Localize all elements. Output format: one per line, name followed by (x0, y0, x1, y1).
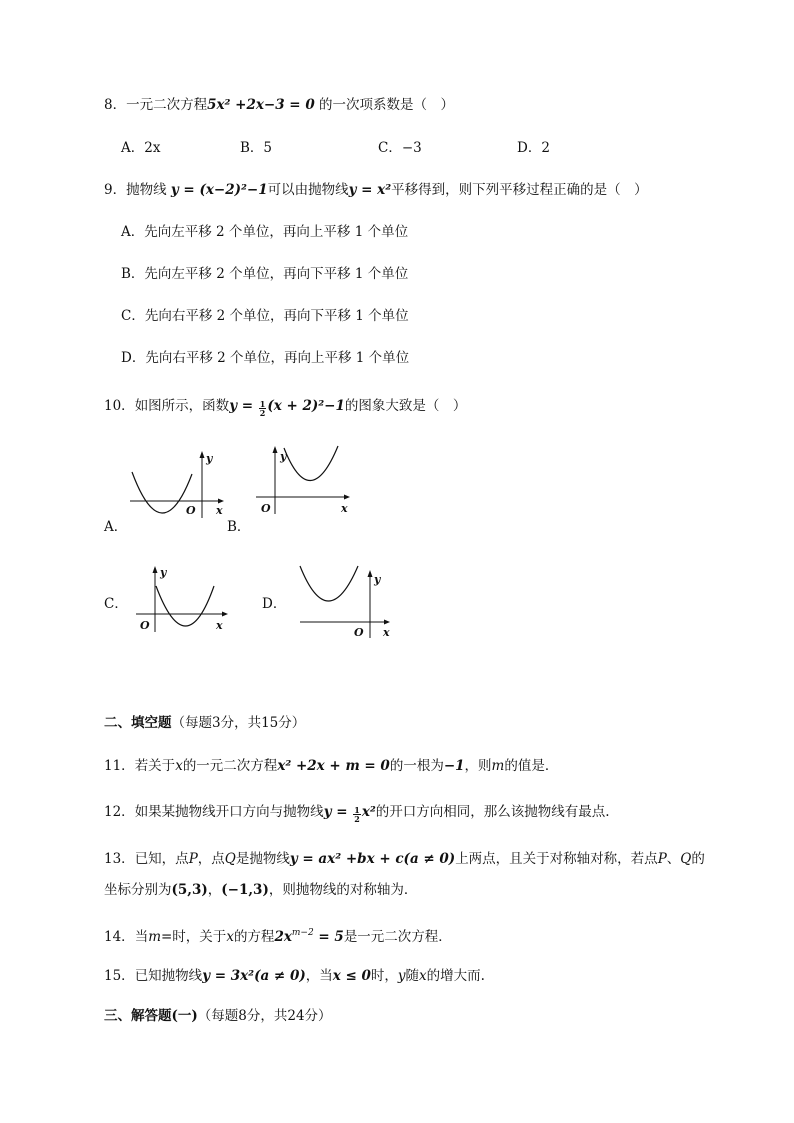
question-text: 已知抛物线 (134, 968, 203, 984)
variable: x (175, 758, 183, 774)
graph-label-d[interactable]: D． (262, 596, 287, 612)
question-text: 如果某抛物线开口方向与抛物线 (134, 804, 324, 820)
option-d[interactable]: D．2 (517, 140, 550, 156)
question-text: =时，关于 (161, 929, 227, 945)
variable: Q (224, 851, 236, 867)
x-axis-label: x (383, 626, 390, 639)
equation: 5x² +2x−3 = 0 (207, 97, 315, 113)
parabola (300, 566, 358, 601)
question-text: 的开口方向相同，那么该抛物线有最点. (375, 804, 610, 820)
section-title: 二、填空题 (104, 715, 172, 731)
question-text: 已知，点 (134, 851, 189, 867)
question-10 (104, 396, 466, 417)
fraction (353, 806, 361, 823)
question-text: ，则 (464, 758, 492, 774)
variable: x (419, 968, 427, 984)
graph-d[interactable] (294, 562, 394, 640)
question-number: 14． (104, 929, 135, 945)
question-text: 坐标分别为 (104, 882, 172, 898)
option-b[interactable]: B．先向左平移 2 个单位，再向下平移 1 个单位 (121, 266, 409, 282)
question-number: 15． (104, 968, 135, 984)
equation: x² (361, 804, 376, 820)
option-c[interactable]: C．−3 (378, 140, 422, 156)
x-axis-arrow (222, 612, 228, 617)
fraction-denominator: 2 (259, 408, 266, 418)
point: (5,3) (171, 882, 208, 898)
exponent: m−2 (291, 928, 314, 938)
fraction-numerator: 1 (259, 399, 266, 409)
question-text: ，点 (197, 851, 225, 867)
question-number: 10． (104, 398, 135, 414)
equation: = 5 (313, 929, 344, 945)
option-c[interactable]: C．先向右平移 2 个单位，再向下平移 1 个单位 (121, 308, 409, 324)
section-title: 三、解答题(一) (104, 1008, 198, 1024)
parabola (284, 446, 338, 481)
question-text: 若关于 (134, 758, 176, 774)
graph-label-a[interactable]: A． (104, 519, 128, 535)
question-15 (104, 966, 485, 986)
equation: y = (323, 804, 353, 820)
question-text: 、 (666, 851, 681, 867)
variable: P (188, 851, 198, 867)
condition: x ≤ 0 (332, 968, 371, 984)
graph-b[interactable] (252, 442, 356, 518)
question-text: 的增大而. (426, 968, 485, 984)
equation: (x + 2)²−1 (267, 398, 345, 414)
graph-a[interactable] (124, 448, 228, 520)
question-14 (104, 923, 452, 947)
question-text: 可以由抛物线 (267, 182, 349, 198)
variable: P (657, 851, 667, 867)
parabola (156, 586, 214, 626)
question-text: 的图象大致是（ ） (344, 398, 467, 414)
question-number: 9． (104, 182, 127, 198)
question-text: 如图所示，函数 (134, 398, 230, 414)
x-axis-arrow (344, 495, 350, 500)
section-note: （每题8分，共24分） (197, 1008, 332, 1024)
equation: y = (229, 398, 258, 414)
question-text: 时， (370, 968, 398, 984)
question-number: 12． (104, 804, 135, 820)
option-d[interactable]: D．先向右平移 2 个单位，再向上平移 1 个单位 (121, 350, 410, 366)
y-axis-label: y (374, 573, 381, 586)
question-text: 的值是． (504, 758, 559, 774)
equation: 2x (274, 929, 292, 945)
option-a[interactable]: A．2x (121, 140, 161, 156)
x-axis-label: x (216, 504, 223, 517)
y-axis-label: y (206, 452, 213, 465)
question-text: 抛物线 (126, 182, 171, 198)
x-axis-label: x (341, 502, 348, 515)
section-heading (104, 1006, 332, 1026)
equation: y = 3x²(a ≠ 0) (202, 968, 306, 984)
question-text: ，当 (305, 968, 333, 984)
question-text: 是一元二次方程． (343, 929, 452, 945)
question-8 (104, 95, 454, 115)
question-text: 当 (134, 929, 149, 945)
question-text: 是抛物线 (235, 851, 290, 867)
x-axis-label: x (216, 619, 223, 632)
question-text: 随 (405, 968, 420, 984)
question-text: 的 (691, 851, 705, 867)
y-axis-label: y (280, 450, 287, 463)
origin-label: O (354, 626, 364, 639)
x-axis-arrow (384, 620, 390, 625)
value: −1 (443, 758, 465, 774)
question-text: 的方程 (233, 929, 275, 945)
equation: y = ax² +bx + c(a ≠ 0) (289, 851, 456, 867)
variable: m (491, 758, 505, 774)
question-text: 的一元二次方程 (182, 758, 278, 774)
fraction-denominator: 2 (354, 814, 360, 824)
section-heading (104, 713, 305, 733)
origin-label: O (261, 502, 271, 515)
variable: m (148, 929, 161, 945)
question-number: 11． (104, 758, 135, 774)
option-a[interactable]: A．先向左平移 2 个单位，再向上平移 1 个单位 (121, 224, 409, 240)
option-b[interactable]: B．5 (240, 140, 273, 156)
y-axis-arrow (368, 570, 373, 577)
question-text: 一元二次方程 (126, 97, 208, 113)
graph-label-b[interactable]: B． (227, 519, 251, 535)
equation: y = (x−2)²−1 (170, 182, 268, 198)
question-text: ， (207, 882, 222, 898)
question-9 (104, 180, 648, 200)
x-axis-arrow (218, 499, 224, 504)
question-text: ，则抛物线的对称轴为． (268, 882, 418, 898)
question-13-line-2 (104, 880, 417, 900)
question-text: 上两点，且关于对称轴对称，若点 (455, 851, 658, 867)
origin-label: O (186, 504, 196, 517)
point: (−1,3) (221, 882, 269, 898)
y-axis-arrow (200, 451, 205, 458)
fraction-numerator: 1 (354, 805, 360, 815)
section-note: （每题3分，共15分） (171, 715, 306, 731)
equation: x² +2x + m = 0 (277, 758, 390, 774)
origin-label: O (140, 619, 150, 632)
fraction (259, 400, 267, 417)
question-12 (104, 802, 610, 823)
question-text: 的一次项系数是（ ） (314, 97, 455, 113)
question-number: 13． (104, 851, 135, 867)
question-11 (104, 756, 558, 776)
graph-c[interactable] (132, 562, 232, 636)
y-axis-arrow (273, 446, 278, 453)
equation: y = x² (348, 182, 392, 198)
question-number: 8． (104, 97, 127, 113)
graph-label-c[interactable]: C． (104, 596, 128, 612)
y-axis-arrow (153, 566, 158, 573)
question-13 (104, 849, 705, 869)
variable: x (226, 929, 234, 945)
y-axis-label: y (160, 566, 167, 579)
parabola (132, 472, 192, 513)
question-text: 的一根为 (389, 758, 444, 774)
variable: y (397, 968, 406, 984)
variable: Q (680, 851, 692, 867)
question-text: 平移得到，则下列平移过程正确的是（ ） (391, 182, 648, 198)
